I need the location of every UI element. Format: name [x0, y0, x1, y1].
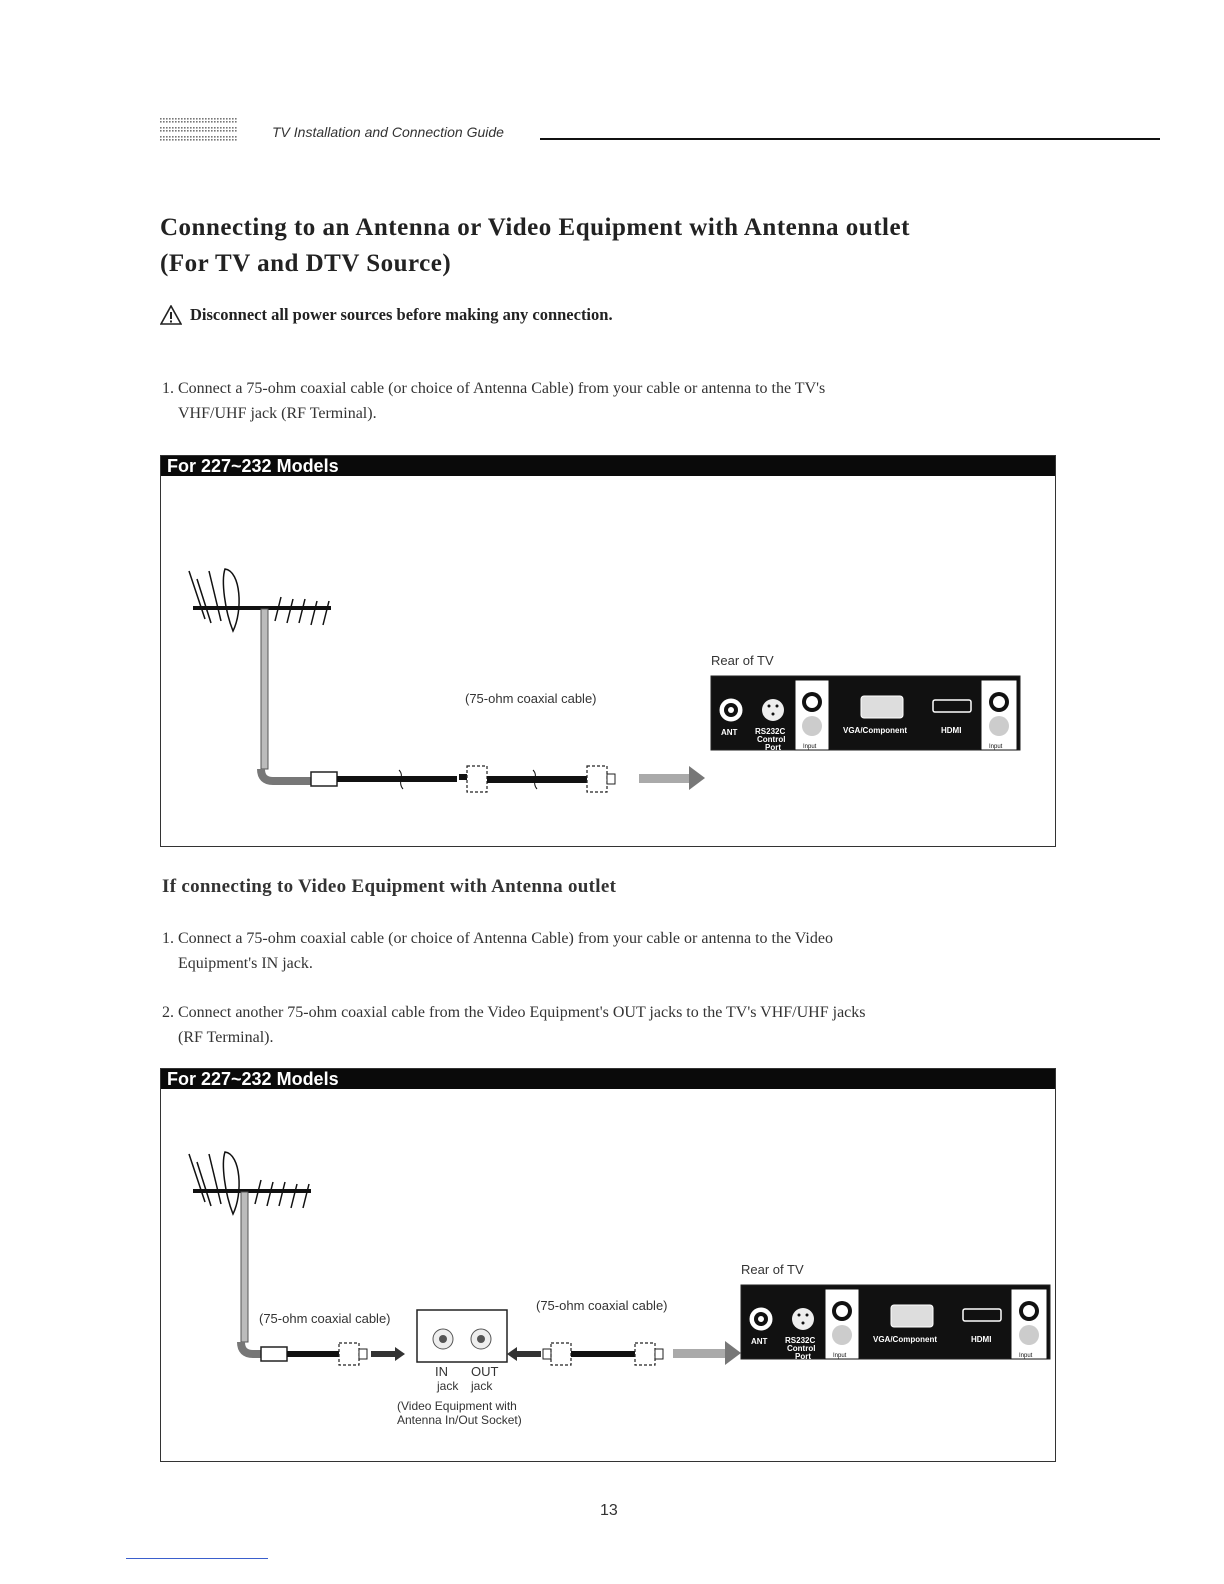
section-2-step-2-line2: (RF Terminal). [178, 1029, 274, 1046]
jack-label-in: jack [437, 1379, 459, 1393]
rear-of-tv-label: Rear of TV [741, 1262, 804, 1277]
rear-of-tv-label: Rear of TV [711, 653, 774, 668]
page-title-line2: (For TV and DTV Source) [160, 250, 452, 277]
panel-vga-label: VGA/Component [843, 726, 907, 735]
section-2-step-1-line1: 1. Connect a 75-ohm coaxial cable (or choice of Antenna Cable) from your cable or antenna to the Video [162, 930, 833, 947]
footer-rule [126, 1558, 268, 1559]
tv-rear-panel [711, 676, 1020, 752]
page-number: 13 [600, 1502, 618, 1519]
antenna-icon [189, 569, 457, 789]
panel-hdmi-label: HDMI [971, 1335, 992, 1344]
cable-label-right: (75-ohm coaxial cable) [536, 1298, 668, 1313]
panel-rs232c-label: RS232C [755, 727, 786, 736]
figure-1 [160, 455, 1056, 847]
panel-control-label: Control [787, 1344, 816, 1353]
out-label: OUT [471, 1364, 499, 1379]
warning-icon [160, 305, 182, 325]
panel-input-label-2: Input [989, 744, 1003, 750]
section-2-title: If connecting to Video Equipment with Antenna outlet [162, 876, 617, 897]
step-1-line1: 1. Connect a 75-ohm coaxial cable (or choice of Antenna Cable) from your cable or antenna to the TV's [162, 380, 826, 397]
section-2-step-2 [162, 1000, 866, 1050]
in-label: IN [435, 1364, 448, 1379]
step-1-line2: VHF/UHF jack (RF Terminal). [178, 405, 377, 422]
figure-2-diagram [161, 1089, 1055, 1461]
jack-label-out: jack [471, 1379, 493, 1393]
panel-control-label: Control [757, 735, 786, 744]
page-title-line1: Connecting to an Antenna or Video Equipment with Antenna outlet [160, 214, 910, 241]
panel-ant-label: ANT [751, 1337, 768, 1346]
header-title: TV Installation and Connection Guide [272, 124, 504, 140]
header-logo [160, 118, 238, 142]
equipment-label-line2: Antenna In/Out Socket) [397, 1413, 522, 1427]
warning-text: Disconnect all power sources before making any connection. [190, 305, 613, 324]
coaxial-cable-left-icon [261, 1343, 405, 1365]
panel-rs232c-label: RS232C [785, 1336, 816, 1345]
section-2-step-2-line1: 2. Connect another 75-ohm coaxial cable from the Video Equipment's OUT jacks to the TV's VHF/UHF jacks [162, 1004, 866, 1021]
cable-label: (75-ohm coaxial cable) [465, 691, 597, 706]
page-title [160, 210, 910, 282]
coaxial-cable-icon [459, 766, 615, 792]
tv-rear-panel [741, 1285, 1050, 1361]
panel-input-label-1: Input [803, 744, 817, 750]
figure-2 [160, 1068, 1056, 1462]
cable-label-left: (75-ohm coaxial cable) [259, 1311, 391, 1326]
section-2-step-1 [162, 926, 833, 976]
panel-port-label: Port [765, 743, 781, 752]
arrow-right-icon [639, 766, 705, 790]
panel-ant-label: ANT [721, 728, 738, 737]
arrow-right-icon [673, 1341, 741, 1365]
warning-note [160, 305, 613, 325]
figure-2-bar: For 227~232 Models [161, 1069, 1055, 1089]
panel-input-label-2: Input [1019, 1353, 1033, 1359]
panel-port-label: Port [795, 1352, 811, 1361]
coaxial-cable-right-icon [507, 1343, 663, 1365]
section-2-step-1-line2: Equipment's IN jack. [178, 955, 313, 972]
figure-1-bar: For 227~232 Models [161, 456, 1055, 476]
figure-1-diagram [161, 476, 1055, 846]
panel-vga-label: VGA/Component [873, 1335, 937, 1344]
video-equipment-icon [417, 1310, 507, 1362]
panel-input-label-1: Input [833, 1353, 847, 1359]
step-1 [162, 376, 825, 426]
header-rule [540, 138, 1160, 140]
panel-hdmi-label: HDMI [941, 726, 962, 735]
equipment-label-line1: (Video Equipment with [397, 1399, 517, 1413]
